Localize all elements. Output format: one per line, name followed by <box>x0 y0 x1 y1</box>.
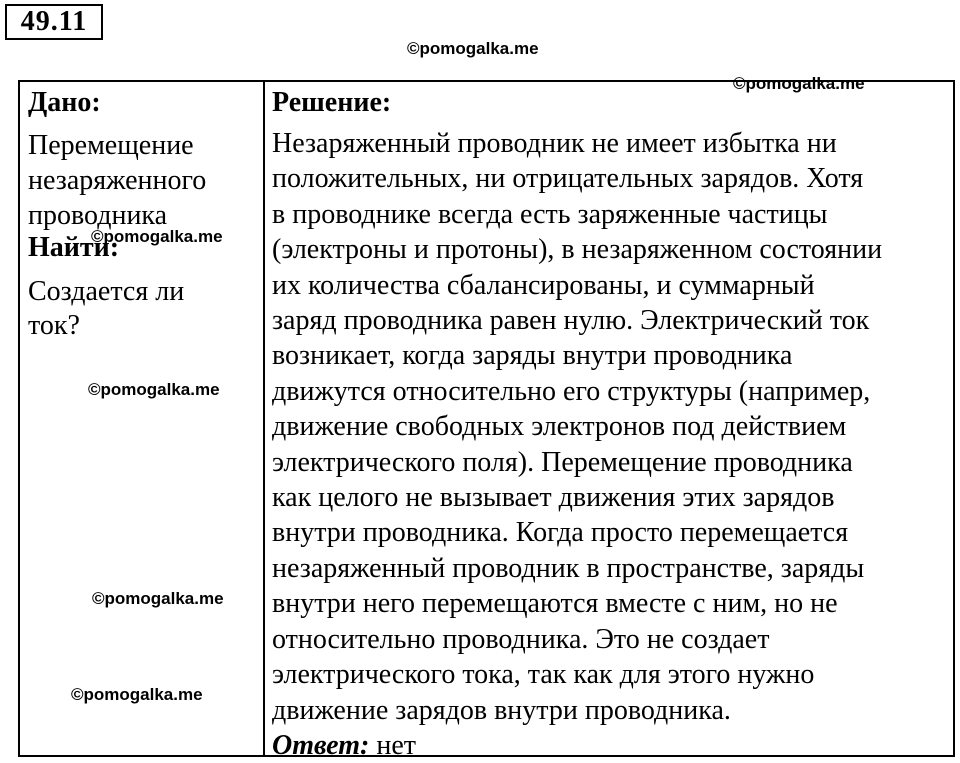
given-line: Перемещение <box>28 130 194 161</box>
watermark: ©pomogalka.me <box>88 380 220 399</box>
solution-line: электрического тока, так как для этого нужно <box>272 659 815 691</box>
answer-value: нет <box>376 729 416 761</box>
find-line: Создается ли <box>28 276 185 307</box>
find-heading: Найти: <box>28 232 120 263</box>
watermark: ©pomogalka.me <box>733 74 865 93</box>
find-text <box>28 275 258 343</box>
solution-line: (электроны и протоны), в незаряженном состоянии <box>272 234 883 266</box>
solution-heading: Решение: <box>272 87 392 118</box>
watermark: ©pomogalka.me <box>407 39 539 58</box>
solution-line: электрического поля). Перемещение проводника <box>272 446 853 478</box>
answer-label: Ответ: <box>272 729 370 761</box>
given-column <box>28 82 258 343</box>
watermark: ©pomogalka.me <box>71 685 203 704</box>
problem-number: 49.11 <box>5 4 103 40</box>
find-line: ток? <box>28 310 80 341</box>
solution-line: возникает, когда заряды внутри проводника <box>272 340 793 372</box>
solution-line: внутри него перемещаются вместе с ним, но не <box>272 588 838 620</box>
given-line: незаряженного <box>28 165 207 196</box>
given-line: проводника <box>28 200 168 231</box>
solution-column <box>272 82 952 763</box>
solution-line: в проводнике всегда есть заряженные частицы <box>272 198 828 230</box>
solution-line: Незаряженный проводник не имеет избытка ни <box>272 128 837 159</box>
given-text <box>28 128 258 233</box>
solution-line: относительно проводника. Это не создает <box>272 623 770 655</box>
solution-line: незаряженный проводник в пространстве, заряды <box>272 552 865 584</box>
solution-line: их количества сбалансированы, и суммарный <box>272 269 815 301</box>
solution-text <box>272 126 952 763</box>
solution-line: внутри проводника. Когда просто перемещается <box>272 517 849 549</box>
solution-line: положительных, ни отрицательных зарядов. Хотя <box>272 163 864 195</box>
solution-line: движение зарядов внутри проводника. <box>272 694 731 726</box>
watermark: ©pomogalka.me <box>92 589 224 608</box>
solution-line: движение свободных электронов под действием <box>272 411 847 443</box>
solution-line: движутся относительно его структуры (например, <box>272 375 871 407</box>
solution-line: заряд проводника равен нулю. Электрический ток <box>272 305 870 337</box>
column-divider <box>263 82 265 755</box>
answer-line <box>272 728 952 763</box>
solution-table <box>18 80 955 761</box>
watermark: ©pomogalka.me <box>91 227 223 246</box>
given-heading: Дано: <box>28 87 101 118</box>
solution-line: как целого не вызывает движения этих зарядов <box>272 482 835 514</box>
